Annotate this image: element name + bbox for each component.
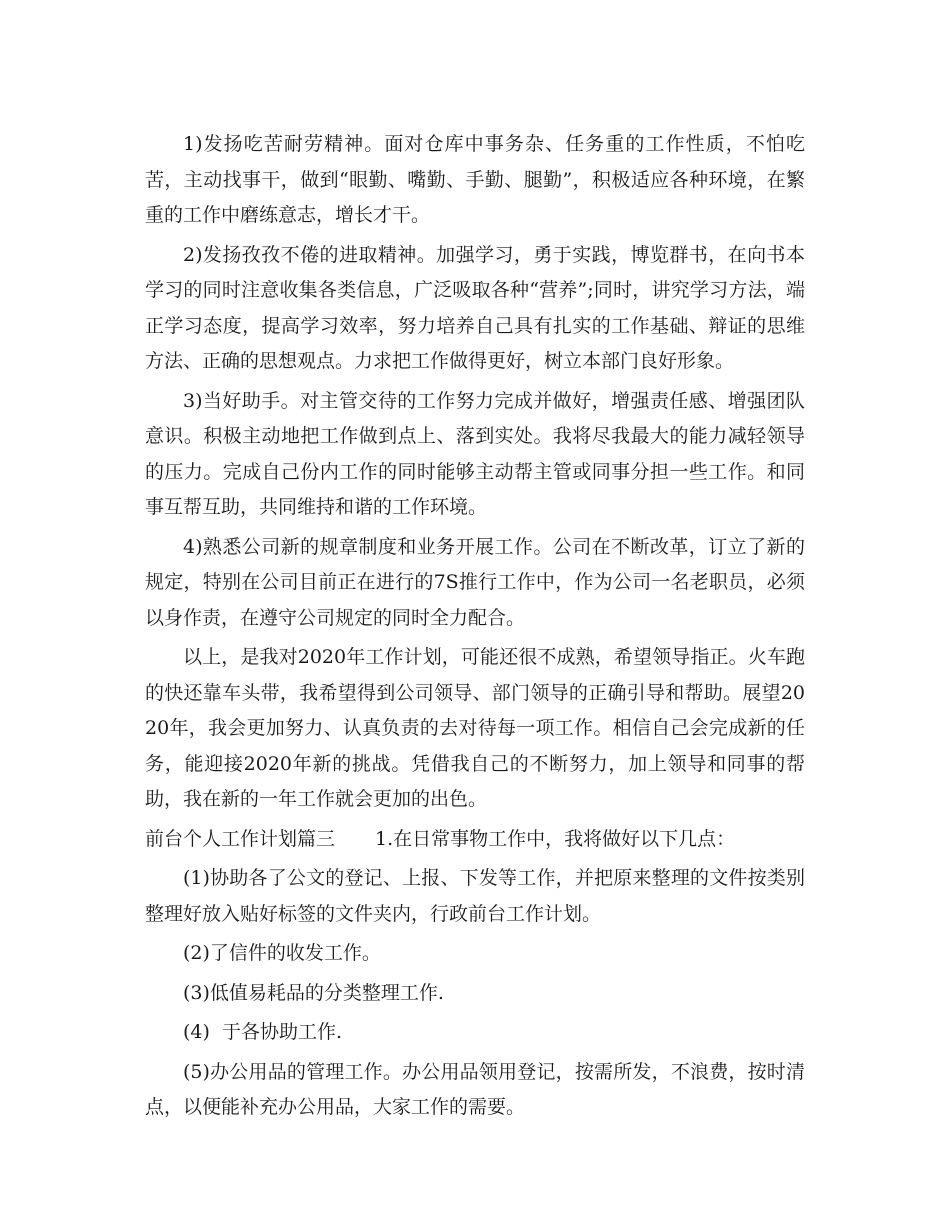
document-body bbox=[145, 127, 805, 1126]
list-item-1: (1)协助各了公文的登记、上报、下发等工作，并把原来整理的文件按类别整理好放入贴好标签的文件夹内，行政前台工作计划。 bbox=[145, 867, 805, 925]
list-item-4: (4) 于各协助工作. bbox=[183, 1021, 343, 1043]
list-item-2: (2)了信件的收发工作。 bbox=[183, 942, 381, 964]
list-item-5: (5)办公用品的管理工作。办公用品领用登记，按需所发，不浪费，按时清点，以便能补充办公用品，大家工作的需要。 bbox=[145, 1060, 805, 1118]
section-line bbox=[145, 822, 805, 858]
paragraph-4: 4)熟悉公司新的规章制度和业务开展工作。公司在不断改革，订立了新的规定，特别在公司目前正在进行的7S推行工作中，作为公司一名老职员，必须以身作责，在遵守公司规定的同时全力配合。 bbox=[145, 535, 805, 629]
paragraph-1: 1)发扬吃苦耐劳精神。面对仓库中事务杂、任务重的工作性质，不怕吃苦，主动找事干，做到“眼勤、嘴勤、手勤、腿勤”，积极适应各种环境，在繁重的工作中磨练意志，增长才干。 bbox=[145, 133, 805, 226]
list-item-3: (3)低值易耗品的分类整理工作. bbox=[183, 981, 444, 1004]
paragraph-2: 2)发扬孜孜不倦的进取精神。加强学习，勇于实践，博览群书，在向书本学习的同时注意收集各类信息，广泛吸取各种“营养”;同时，讲究学习方法，端正学习态度，提高学习效率，努力培养自己具有扎实的工作基础、辩证的思维方法、正确的思想观点。力求把工作做得更好，树立本部门良好形象。 bbox=[145, 243, 805, 372]
paragraph-3: 3)当好助手。对主管交待的工作努力完成并做好，增强责任感、增强团队意识。积极主动地把工作做到点上、落到实处。我将尽我最大的能力减轻领导的压力。完成自己份内工作的同时能够主动帮主管或同事分担一些工作。和同事互帮互助，共同维持和谐的工作环境。 bbox=[145, 389, 805, 518]
section-heading: 前台个人工作计划篇三 bbox=[145, 827, 336, 850]
paragraph-5: 以上，是我对2020年工作计划，可能还很不成熟，希望领导指正。火车跑的快还靠车头带，我希望得到公司领导、部门领导的正确引导和帮助。展望2020年，我会更加努力、认真负责的去对待每一项工作。相信自己会完成新的任务，能迎接2020年新的挑战。凭借我自己的不断努力，加上领导和同事的帮助，我在新的一年工作就会更加的出色。 bbox=[145, 646, 805, 810]
section-intro: 1.在日常事物工作中，我将做好以下几点： bbox=[375, 827, 736, 850]
